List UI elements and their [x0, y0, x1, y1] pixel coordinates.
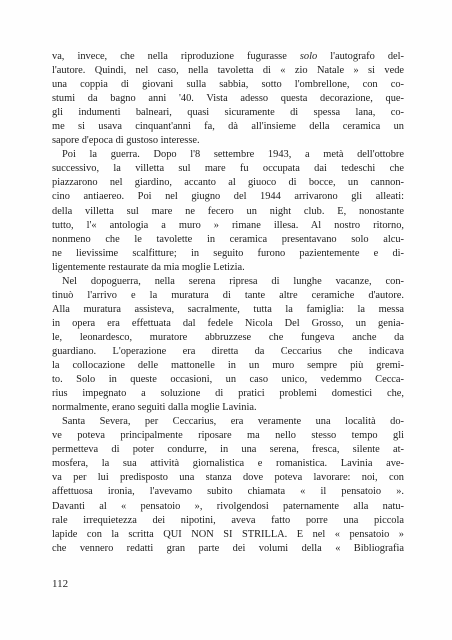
text-line: permetteva di poter condurre, in una serena, fresca, silente at- — [52, 444, 404, 456]
text-line: tutto, l'« antologia a muro » rimane illesa. Al nostro ritorno, — [52, 219, 404, 231]
text-line: la collocazione delle mattonelle in un muro sempre più gremi- — [52, 360, 404, 372]
text-line: rius impegnato a soluzione di pratici problemi domestici che, — [52, 388, 404, 400]
text-line: Nel dopoguerra, nella serena ripresa di lunghe vacanze, con- — [62, 275, 404, 287]
text-line: ve poteva principalmente riposare ma nello stesso tempo gli — [52, 430, 404, 442]
text-line: Alla muratura assisteva, sacralmente, tutta la famiglia: la messa — [52, 303, 404, 315]
text-line: che vennero redatti gran parte dei volumi della « Bibliografia — [52, 542, 404, 554]
text-line: lapide con la scritta QUI NON SI STRILLA. E nel « pensatoio » — [52, 528, 404, 540]
text-line: della villetta sul mare ne fecero un night club. E, nonostante — [52, 205, 404, 217]
text-line: le, leonardesco, muratore abbruzzese che fungeva anche da — [52, 331, 404, 343]
text-line: va, invece, che nella riproduzione fugurasse solo l'autografo del- — [52, 51, 404, 62]
text-line: piazzarono nel giardino, accanto al giuoco di bocce, un cannon- — [52, 177, 404, 189]
text-line: guardiano. L'operazione era diretta da Ceccarius che indicava — [52, 345, 404, 357]
page-number: 112 — [52, 578, 69, 590]
text-line: to. Solo in queste occasioni, un caso unico, vedemmo Cecca- — [52, 374, 404, 386]
text-line: affettuosa ironia, l'avevamo subito chiamata « il pensatoio ». — [52, 486, 404, 498]
text-line: gli indumenti balneari, quasi sicuramente di spessa lana, co- — [52, 107, 404, 119]
text-line: tinuò l'arrivo e la muratura di tante altre ceramiche d'autore. — [52, 289, 404, 301]
text-line: sapore d'epoca di gustoso interesse. — [52, 135, 200, 147]
text-line: Santa Severa, per Ceccarius, era veramente una località do- — [62, 416, 404, 428]
text-line: nonmeno che le tavolette in ceramica presentavano solo alcu- — [52, 233, 404, 245]
text-line: me si usava cinquant'anni fa, dà all'insieme della ceramica un — [52, 121, 404, 133]
text-line: normalmente, erano seguiti dalla moglie Lavinia. — [52, 402, 257, 414]
text-line: va per lui predisposto una stanza dove poteva lavorare: noi, con — [52, 472, 404, 484]
text-line: rale irrequietezza dei nipotini, aveva fatto porre una piccola — [52, 514, 404, 526]
text-line: cino antiaereo. Poi nel giugno del 1944 arrivarono gli alleati: — [52, 191, 404, 203]
text-line: mosfera, la sua attività giornalistica e romanistica. Lavinia ave- — [52, 458, 404, 470]
body-text — [52, 50, 404, 556]
text-line: in opera era effettuata dal fedele Nicola Del Grosso, un genia- — [52, 317, 404, 329]
text-line: l'autore. Quindi, nel caso, nella tavoletta di « zio Natale » si vede — [52, 65, 404, 77]
text-line: ne lievissime scalfitture; in seguito furono pazientemente e di- — [52, 247, 404, 259]
text-line: una coppia di giovani sulla sabbia, sotto l'ombrellone, con co- — [52, 79, 404, 91]
text-line: Davanti al « pensatoio », rivolgendosi paternamente alla natu- — [52, 500, 404, 512]
text-line: ligentemente restaurate da mia moglie Letizia. — [52, 261, 245, 273]
text-line: successivo, la villetta sul mare fu occupata dai tedeschi che — [52, 163, 404, 175]
text-line: Poi la guerra. Dopo l'8 settembre 1943, a metà dell'ottobre — [62, 149, 404, 161]
text-line: stumi da bagno anni '40. Vista adesso questa decorazione, que- — [52, 93, 404, 105]
